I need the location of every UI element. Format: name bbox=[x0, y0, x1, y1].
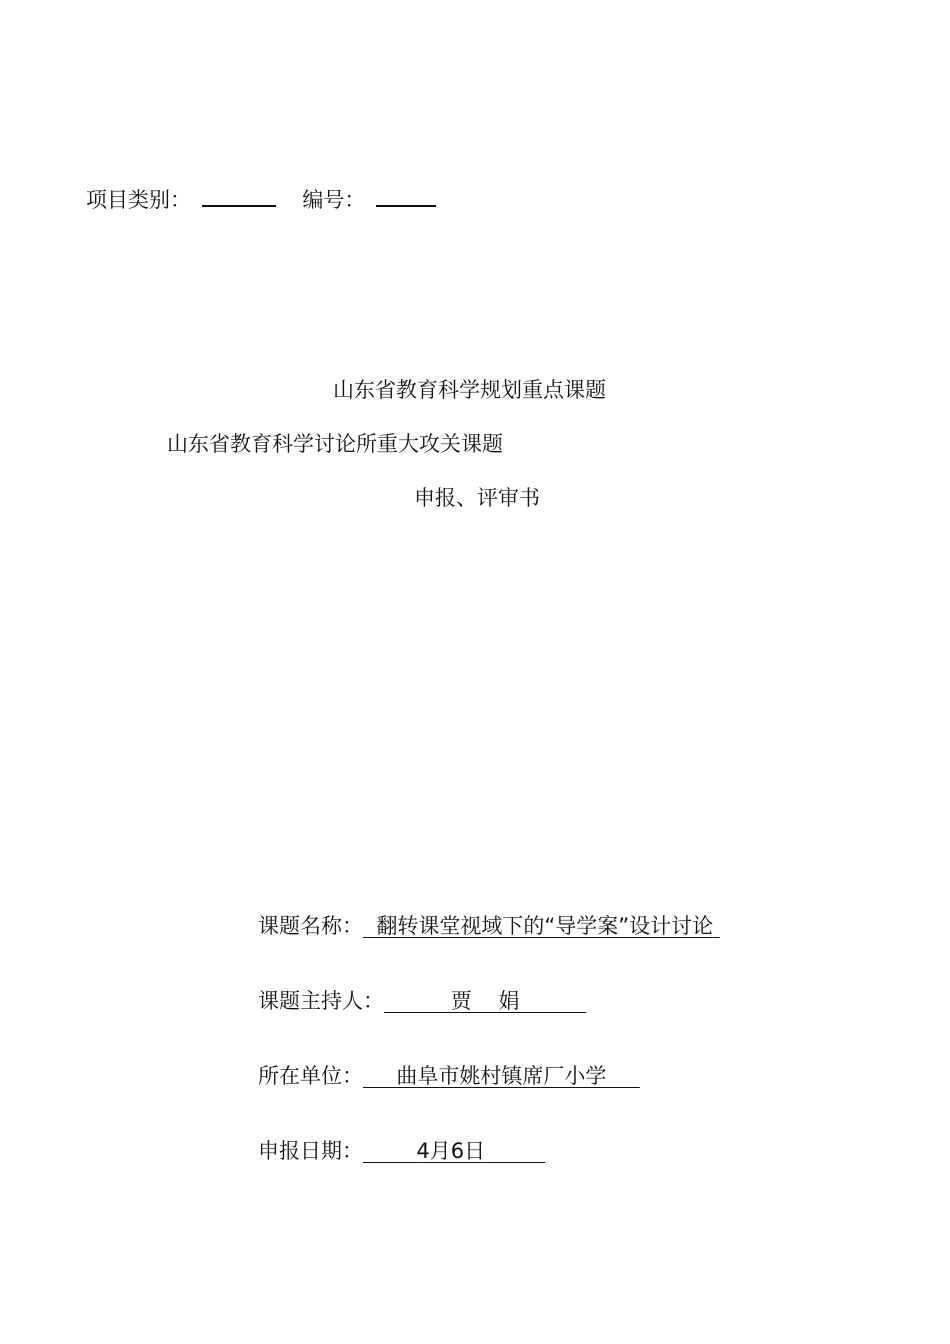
unit-row bbox=[258, 1062, 640, 1090]
host-value bbox=[384, 989, 586, 1013]
topic-value bbox=[363, 914, 720, 938]
date-label: 申报日期： bbox=[258, 1139, 363, 1163]
host-row bbox=[258, 987, 586, 1015]
title-line-2: 山东省教育科学讨论所重大攻关课题 bbox=[167, 432, 503, 456]
title-line-1: 山东省教育科学规划重点课题 bbox=[333, 378, 606, 402]
title-line-3: 申报、评审书 bbox=[414, 486, 540, 510]
topic-row bbox=[258, 912, 720, 940]
host-value-text: 贾 娟 bbox=[450, 989, 520, 1013]
category-blank bbox=[202, 185, 276, 207]
topic-value-text: 翻转课堂视域下的“导学案”设计讨论 bbox=[376, 914, 714, 938]
unit-label: 所在单位： bbox=[258, 1064, 363, 1088]
number-label: 编号： bbox=[302, 188, 366, 212]
host-label: 课题主持人： bbox=[258, 989, 384, 1013]
date-value bbox=[363, 1139, 545, 1163]
date-value-text: 4月6日 bbox=[416, 1139, 486, 1163]
unit-value-text: 曲阜市姚村镇席厂小学 bbox=[396, 1064, 607, 1088]
category-label: 项目类别： bbox=[86, 188, 191, 212]
header-row bbox=[86, 185, 436, 214]
number-blank bbox=[376, 185, 436, 207]
topic-label: 课题名称： bbox=[258, 914, 363, 938]
unit-value bbox=[363, 1064, 640, 1088]
date-row bbox=[258, 1137, 545, 1165]
